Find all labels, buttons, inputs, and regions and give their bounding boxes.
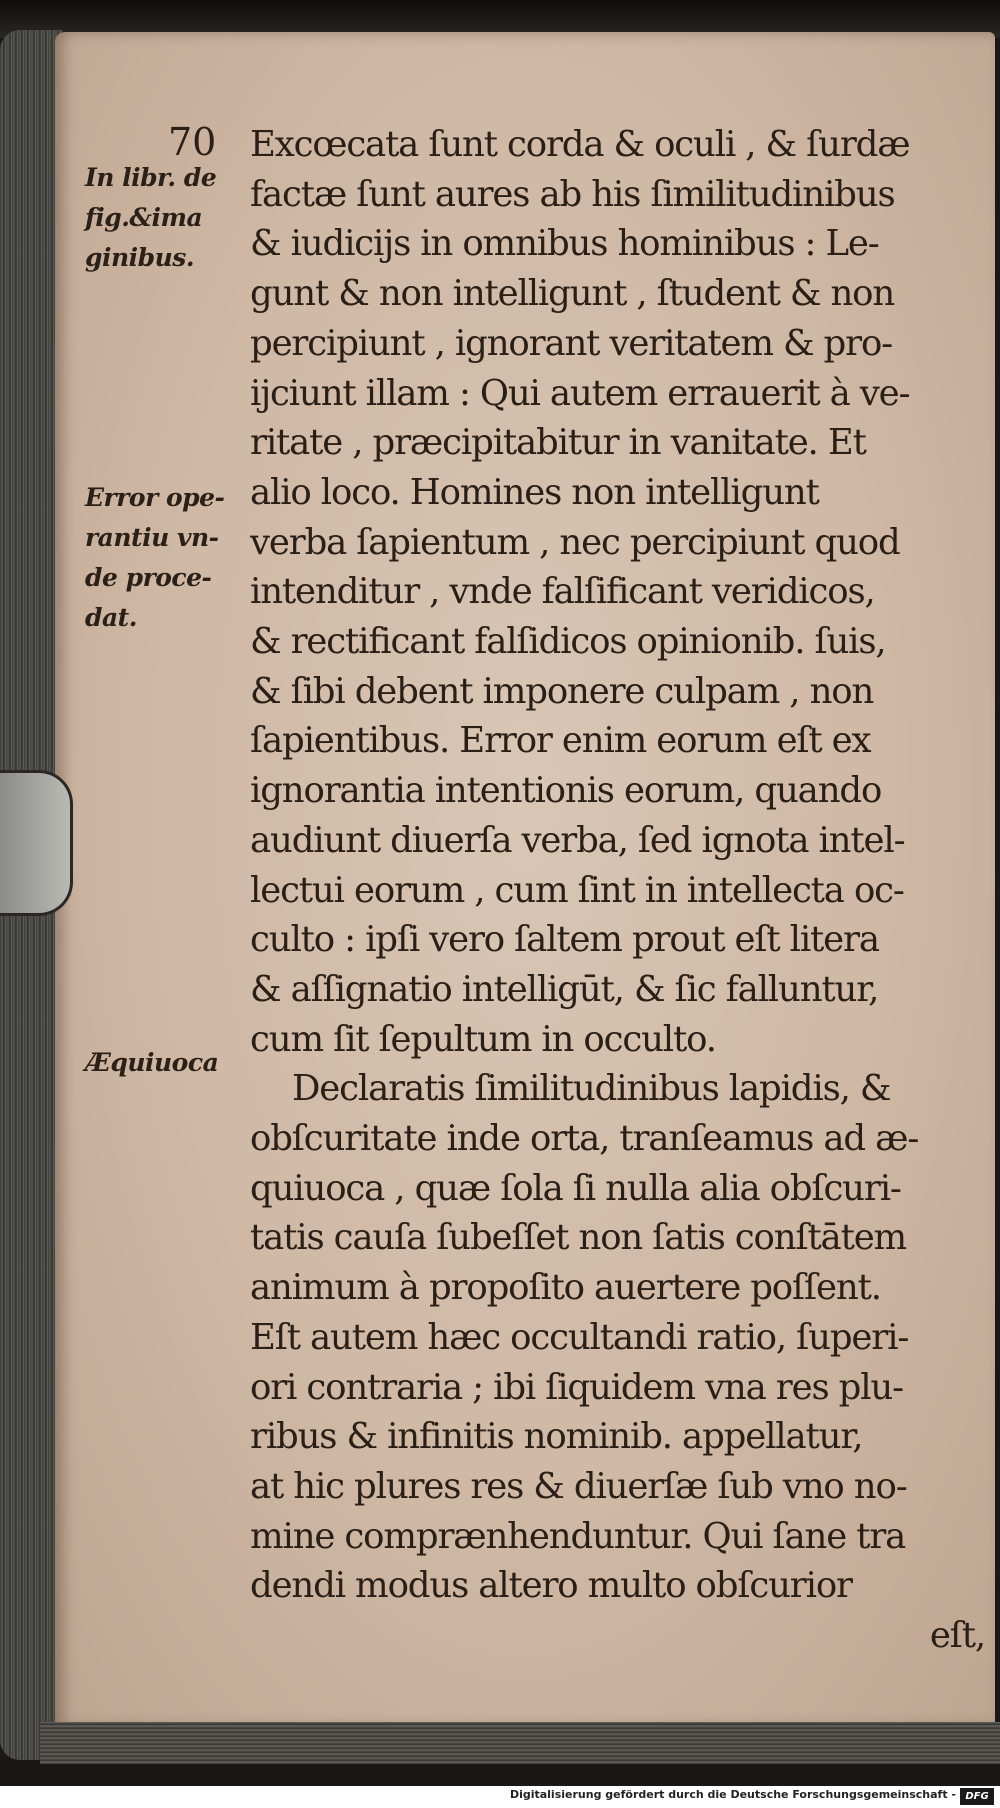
text-line: at hic plures res & diuerſæ ſub vno no- [250, 1465, 907, 1507]
text-line: cum ſit ſepultum in occulto. [250, 1018, 716, 1060]
text-line: animum à propoſito auertere poſſent. [250, 1267, 881, 1309]
text-line: dendi modus altero multo obſcurior [250, 1565, 852, 1607]
text-line: & rectificant falſidicos opinionib. ſuis, [250, 621, 886, 662]
dfg-logo: DFG [960, 1788, 994, 1805]
text-line: ritate , præcipitabitur in vanitate. Et [250, 422, 866, 464]
text-line: intenditur , vnde falſificant veridicos, [250, 571, 875, 613]
text-line: ſapientibus. Error enim eorum eſt ex [250, 720, 871, 762]
book-bottom-edge [40, 1722, 1000, 1764]
text-line: lectui eorum , cum ſint in intellecta oc- [250, 869, 904, 911]
text-line: & ſibi debent imponere culpam , non [250, 670, 874, 712]
text-line: percipiunt , ignorant veritatem & pro- [250, 322, 893, 364]
digitization-credit: Digitalisierung gefördert durch die Deutsche Forschungsgemeinschaft - [509, 1788, 956, 1801]
text-line: eſt, [929, 1615, 985, 1656]
text-line: verba ſapientum , nec percipiunt quod [250, 521, 900, 563]
text-line: tatis cauſa ſubeſſet non ſatis conſtātem [250, 1217, 907, 1259]
text-line: culto : ipſi vero ſaltem prout eſt litera [250, 919, 879, 961]
page-number: 70 [168, 120, 217, 164]
text-line: ribus & infinitis nominib. appellatur, [250, 1416, 863, 1458]
text-line: & iudicijs in omnibus hominibus : Le- [250, 223, 879, 265]
text-line: & aſſignatio intelligūt, & ſic falluntur, [250, 968, 879, 1010]
text-line: Excœcata ſunt corda & oculi , & ſurdæ [250, 124, 910, 165]
marginal-note-error: Error ope- rantiu vn- de proce- dat. [85, 483, 225, 632]
text-line: Declaratis ſimilitudinibus lapidis, & [292, 1068, 891, 1110]
text-line: quiuoca , quæ ſola ſi nulla alia obſcuri- [250, 1167, 901, 1209]
bookmark-clip [0, 770, 73, 916]
text-line: gunt & non intelligunt , ſtudent & non [250, 273, 895, 315]
text-line: ignorantia intentionis eorum, quando [250, 770, 882, 812]
text-line: ijciunt illam : Qui autem errauerit à ve- [250, 372, 910, 414]
text-line: audiunt diuerſa verba, ſed ignota intel- [250, 819, 905, 861]
marginal-note-figuris: In libr. de fig.&ima ginibus. [85, 163, 217, 272]
text-line: alio loco. Homines non intelligunt [250, 471, 819, 513]
marginal-note-aequiuoca: Æquiuoca [85, 1048, 219, 1077]
text-line: ori contraria ; ibi ſiquidem vna res plu- [250, 1366, 903, 1408]
text-line: obſcuritate inde orta, tranſeamus ad æ- [250, 1118, 919, 1159]
text-line: Eſt autem hæc occultandi ratio, ſuperi- [250, 1316, 909, 1358]
text-line: factæ ſunt aures ab his ſimilitudinibus [250, 173, 895, 215]
text-line: mine comprænhenduntur. Qui ſane tra [250, 1515, 906, 1557]
